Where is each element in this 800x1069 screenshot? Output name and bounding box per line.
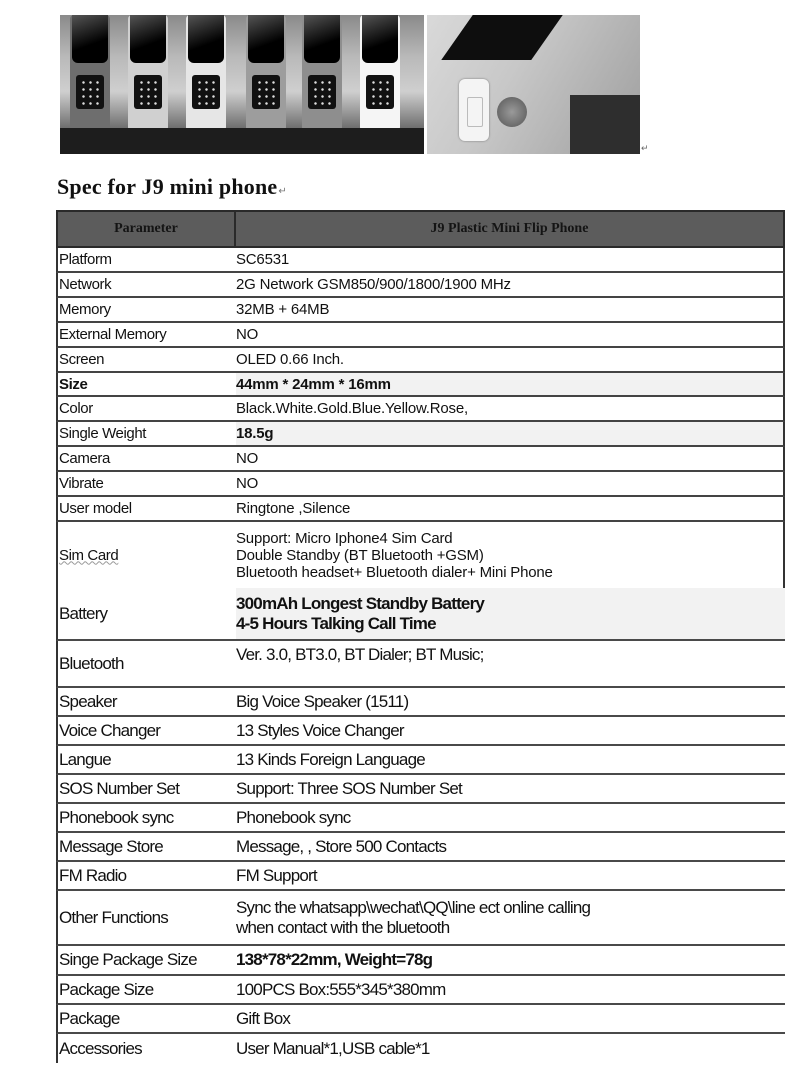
value-line: when contact with the bluetooth [236, 917, 450, 937]
value-line: Support: Micro Iphone4 Sim Card [236, 529, 453, 547]
row-label: Color [59, 400, 93, 417]
phone-image [302, 15, 342, 133]
row-label: Network [59, 276, 112, 293]
row-label: Memory [59, 301, 111, 318]
value-line: 4-5 Hours Talking Call Time [236, 613, 436, 633]
phone-image [360, 15, 400, 133]
row-value: OLED 0.66 Inch. [236, 351, 344, 368]
phone-image [246, 15, 286, 133]
row-value: SC6531 [236, 251, 290, 268]
row-label: Single Weight [59, 425, 147, 442]
table-row [56, 422, 785, 447]
row-label: External Memory [59, 326, 167, 343]
table-row [56, 497, 785, 522]
value-line: 300mAh Longest Standby Battery [236, 593, 485, 613]
table-row [56, 688, 785, 717]
row-value: 13 Styles Voice Changer [236, 720, 404, 740]
row-label: Accessories [59, 1038, 142, 1058]
row-label: Vibrate [59, 475, 104, 492]
phone-image [186, 15, 226, 133]
table-row [56, 298, 785, 323]
row-value: Ver. 3.0, BT3.0, BT Dialer; BT Music; [236, 645, 484, 664]
table-row [56, 1034, 785, 1063]
table-row [56, 976, 785, 1005]
phone-image [128, 15, 168, 133]
row-value: Support: Three SOS Number Set [236, 778, 462, 798]
row-value: Gift Box [236, 1008, 291, 1028]
row-label: Voice Changer [59, 720, 161, 740]
row-label: FM Radio [59, 865, 127, 885]
row-label: Bluetooth [59, 653, 124, 673]
row-label: Phonebook sync [59, 807, 174, 827]
table-row [56, 717, 785, 746]
row-value: Big Voice Speaker (1511) [236, 691, 409, 711]
table-row [56, 472, 785, 497]
table-row [56, 373, 785, 397]
row-value [236, 588, 785, 639]
row-value: NO [236, 450, 259, 467]
page-title: Spec for J9 mini phone↵ [57, 174, 287, 199]
phone-image [70, 15, 110, 133]
table-row [56, 833, 785, 862]
row-label: Package [59, 1008, 120, 1028]
phones-lineup-photo [60, 15, 424, 154]
table-row [56, 746, 785, 775]
row-label: Sim Card [59, 546, 119, 564]
row-value: 44mm * 24mm * 16mm [236, 373, 783, 395]
table-row [56, 775, 785, 804]
row-value: Ringtone ,Silence [236, 500, 351, 517]
row-value: NO [236, 326, 259, 343]
row-value: User Manual*1,USB cable*1 [236, 1038, 430, 1058]
row-value [236, 522, 783, 588]
header-parameter: Parameter [58, 212, 236, 246]
paragraph-mark-icon: ↵ [641, 143, 649, 153]
table-header [56, 210, 785, 248]
row-value: Black.White.Gold.Blue.Yellow.Rose, [236, 400, 468, 417]
row-label: Message Store [59, 836, 163, 856]
row-label: Other Functions [59, 907, 168, 927]
row-label: User model [59, 500, 132, 517]
header-product: J9 Plastic Mini Flip Phone [430, 221, 589, 236]
table-row [56, 522, 785, 588]
row-value: 32MB + 64MB [236, 301, 330, 318]
table-row [56, 323, 785, 348]
table-row [56, 348, 785, 373]
row-label: Package Size [59, 979, 154, 999]
row-value: 100PCS Box:555*345*380mm [236, 979, 446, 999]
mini-phone-image [459, 79, 489, 141]
table-row [56, 447, 785, 472]
row-value: 2G Network GSM850/900/1800/1900 MHz [236, 276, 511, 293]
row-value [236, 891, 785, 944]
row-value: 138*78*22mm, Weight=78g [236, 950, 433, 969]
table-row [56, 397, 785, 422]
value-line: Bluetooth headset+ Bluetooth dialer+ Mini Phone [236, 563, 553, 581]
row-value: NO [236, 475, 259, 492]
table-row [56, 273, 785, 298]
row-label: Camera [59, 450, 110, 467]
row-value: 18.5g [236, 422, 783, 445]
row-value: 13 Kinds Foreign Language [236, 749, 425, 769]
table-row [56, 1005, 785, 1034]
table-row [56, 248, 785, 273]
value-line: Sync the whatsapp\wechat\QQ\line ect online calling [236, 897, 591, 917]
row-label: Singe Package Size [59, 950, 197, 969]
table-row [56, 588, 785, 641]
row-value: Message, , Store 500 Contacts [236, 836, 447, 856]
row-value: Phonebook sync [236, 807, 351, 827]
table-row [56, 641, 785, 688]
row-label: Battery [59, 603, 108, 623]
table-row [56, 804, 785, 833]
row-label: SOS Number Set [59, 778, 180, 798]
table-row [56, 891, 785, 946]
row-label: Langue [59, 749, 111, 769]
table-row [56, 946, 785, 976]
coin-image [497, 97, 527, 127]
row-label: Speaker [59, 691, 117, 711]
row-label: Size [59, 375, 88, 393]
row-value: FM Support [236, 865, 317, 885]
paragraph-mark-icon: ↵ [278, 186, 287, 197]
phone-in-hand-photo [427, 15, 640, 154]
row-label: Screen [59, 351, 105, 368]
table-row [56, 862, 785, 891]
product-photo-banner [60, 15, 649, 154]
value-line: Double Standby (BT Bluetooth +GSM) [236, 546, 484, 564]
row-label: Platform [59, 251, 112, 268]
